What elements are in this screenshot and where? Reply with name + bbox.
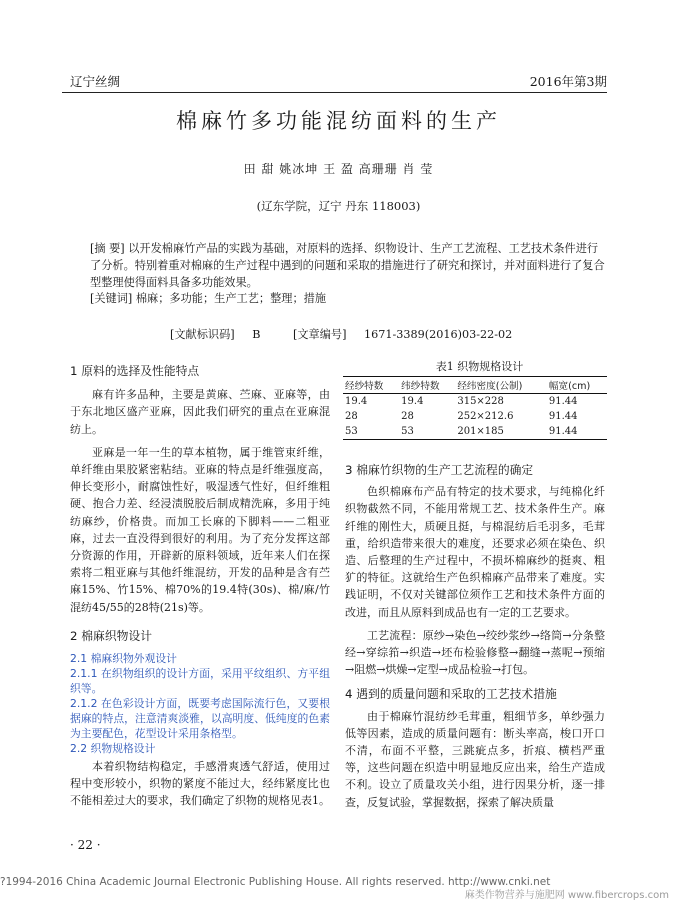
right-column [345, 462, 605, 811]
table-header: 纬纱特数 [399, 377, 455, 394]
subsection-heading: 2.2 织物规格设计 [70, 742, 156, 756]
authors: 田 甜 姚冰坤 王 盈 高珊珊 肖 莹 [243, 162, 434, 176]
page-number: · 22 · [70, 838, 101, 852]
table-row [343, 409, 607, 424]
subsection-heading: 2.1.1 在织物组织的设计方面，采用平纹组织、方平组织等。 [70, 667, 330, 696]
table-cell: 91.44 [547, 424, 607, 440]
article-number [293, 326, 512, 342]
process-flow: 工艺流程：原纱→染色→绞纱浆纱→络筒→分条整经→穿综筘→织造→坯布检验修整→翻缝→蒸呢→预缩→阻燃→烘燥→定型→成品检验→打包。 [345, 628, 605, 677]
table-header: 经纱特数 [343, 377, 399, 394]
paragraph: 麻有许多品种，主要是黄麻、苎麻、亚麻等，由于东北地区盛产亚麻，因此我们研究的重点在亚麻混纺上。 [70, 388, 330, 436]
doc-code-value: B [252, 328, 261, 341]
keywords: [关键词] 棉麻；多功能；生产工艺；整理；措施 [90, 292, 327, 305]
paragraph: 色织棉麻布产品有特定的技术要求，与纯棉化纤织物截然不同，不能用常规工艺、技术条件生产。麻纤维的刚性大，质硬且挺，与棉混纺后毛羽多，毛茸重，给织造带来很大的难度，还要求必须在染色、织造、后整理的生产过程中，不损坏棉麻纱的挺爽、粗犷的特征。这就给生产色织棉麻产品带来了难度。实践证明，不仅对关键部位须作工艺和技术条件方面的改进，而且从原料到成品也有一定的工艺要求。 [345, 485, 605, 619]
table-row [343, 424, 607, 440]
issue-label: 2016年第3期 [529, 74, 607, 89]
paragraph: 由于棉麻竹混纺纱毛茸重，粗细节多，单纱强力低等因素，造成的质量问题有：断头率高，梭口开口不清，布面不平整，三跳疵点多，折痕、横档严重等，这些问题在织造中明显地反应出来，给生产造成不利。设立了质量攻关小组，进行因果分析，逐一排查，反复试验，掌握数据，探索了解决质量 [345, 709, 605, 809]
table-cell: 91.44 [548, 396, 578, 407]
table-cell: 315×228 [457, 396, 504, 407]
table-row [343, 394, 607, 410]
table-cell: 252×212.6 [457, 411, 514, 422]
article-number-label: [文章编号] [293, 328, 347, 341]
table-header: 幅宽(cm) [547, 377, 607, 394]
table-cell: 19.4 [345, 396, 368, 407]
table-cell: 53 [343, 424, 399, 440]
section-3-heading: 3 棉麻竹织物的生产工艺流程的确定 [345, 463, 534, 477]
table-cell: 19.4 [401, 396, 424, 407]
abstract: [摘 要] 以开发棉麻竹产品的实践为基础，对原料的选择、织物设计、生产工艺流程、工艺技术条件进行了分析。特别着重对棉麻的生产过程中遇到的问题和采取的措施进行了研究和探讨，并对面料进行了复合型整理使得面料具备多功能效果。 [90, 242, 605, 289]
table-cell: 91.44 [548, 411, 578, 422]
table-cell: 201×185 [455, 424, 547, 440]
article-number-value: 1671-3389(2016)03-22-02 [364, 328, 513, 341]
header-rule [62, 92, 607, 93]
table-header: 经纬密度(公制) [455, 377, 547, 394]
copyright-footer: ?1994-2016 China Academic Journal Electronic Publishing House. All rights reserved. http://www.cnki.net [0, 876, 551, 888]
affiliation: (辽东学院，辽宁 丹东 118003) [256, 199, 421, 213]
table-cell: 53 [399, 424, 455, 440]
watermark: 麻类作物营养与施肥网 www.fibercrops.com [464, 890, 669, 901]
section-4-heading: 4 遇到的质量问题和采取的工艺技术措施 [345, 687, 557, 702]
paragraph: 亚麻是一年一生的草本植物，属于维管束纤维，单纤维由果胶紧密粘结。亚麻的特点是纤维强度高，伸长变形小，耐腐蚀性好，吸湿透气性好，但纤维粗硬、抱合力差、经浸渍脱胶后制成精洗麻，多用于纯纺麻纱，价格贵。而加工长麻的下脚料——二粗亚麻，过去一直没得到很好的利用。为了充分发挥这部分资源的作用，开辟新的原料领域，近年来人们在探索将二粗亚麻与其他纤维混纺，开发的品种是含有苎麻15%、竹15%、棉70%的19.4特(30s)、棉/麻/竹混纺45/55的28特(21s)等。 [70, 445, 330, 614]
table-cell: 28 [345, 411, 358, 422]
section-2-heading: 2 棉麻织物设计 [70, 628, 153, 643]
doc-code [170, 326, 260, 342]
subsection-heading: 2.1.2 在色彩设计方面，既要考虑国际流行色，又要根据麻的特点，注意清爽淡雅，以高明度、低纯度的色素为主要配色，花型设计采用条格型。 [70, 697, 330, 741]
journal-name: 辽宁丝绸 [70, 74, 121, 89]
left-column [70, 363, 330, 810]
doc-code-label: [文献标识码] [170, 328, 235, 341]
table-cell: 28 [401, 411, 414, 422]
spec-table [343, 376, 607, 440]
paper-title: 棉麻竹多功能混纺面料的生产 [176, 109, 501, 133]
table-caption: 表1 织物规格设计 [435, 360, 524, 373]
paragraph: 本着织物结构稳定，手感滑爽透气舒适，使用过程中变形较小，织物的紧度不能过大，经纬紧度比也不能相差过大的要求，我们确定了织物的规格见表1。 [70, 760, 330, 808]
subsection-heading: 2.1 棉麻织物外观设计 [70, 652, 177, 666]
section-1-heading: 1 原料的选择及性能特点 [70, 364, 200, 378]
